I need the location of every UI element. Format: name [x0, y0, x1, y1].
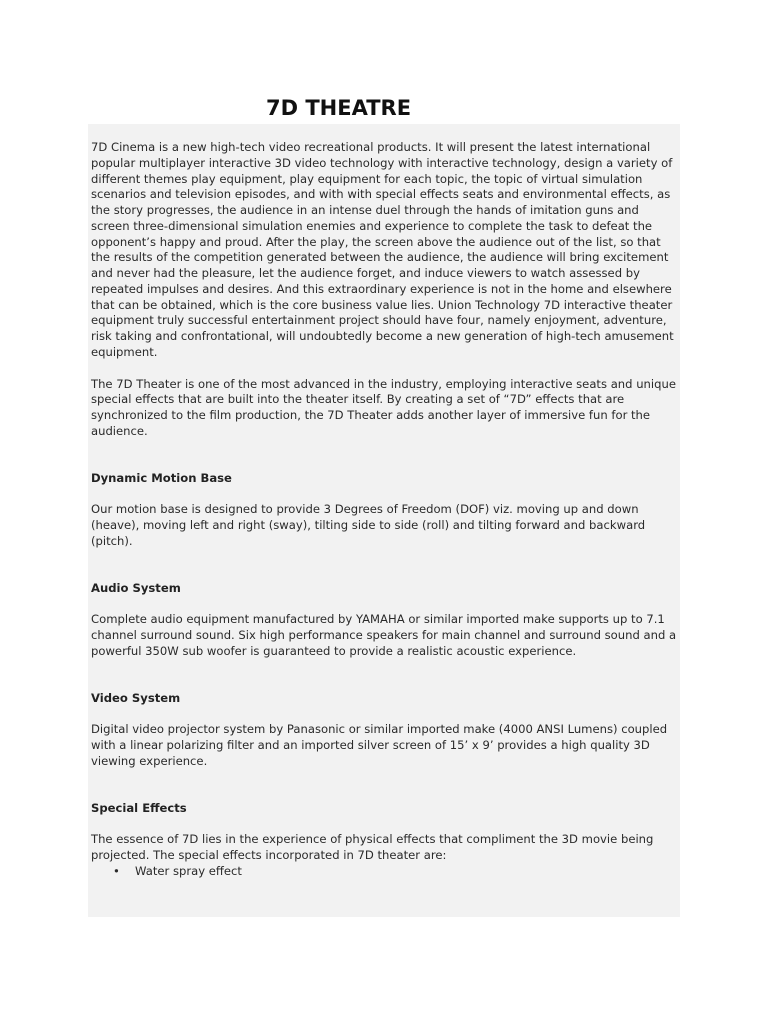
section-body-video: Digital video projector system by Panasonic or similar imported make (4000 ANSI Lumens) coupled with a linear polarizing filter and an imported silver screen of 15’ x 9’ provides a high quality 3D viewing experience.: [91, 722, 668, 768]
section-heading-video: Video System: [91, 690, 181, 705]
list-item-text: Water spray effect: [135, 863, 242, 878]
section-body-special-effects: The essence of 7D lies in the experience of physical effects that compliment the 3D movie being projected. The special effects incorporated in 7D theater are:: [91, 832, 654, 862]
bullet-icon: •: [113, 863, 120, 878]
special-effects-list: [91, 864, 677, 880]
list-item: [113, 864, 677, 880]
section-body-audio: Complete audio equipment manufactured by YAMAHA or similar imported make supports up to 7.1 channel surround sound. Six high performance speakers for main channel and surround sound and a powerful 350W sub woofer is guaranteed to provide a realistic acoustic experience.: [91, 612, 677, 658]
document-body: [88, 124, 680, 917]
section-heading-special-effects: Special Effects: [91, 800, 187, 815]
page-title: 7D THEATRE: [266, 96, 412, 120]
section-heading-motion-base: Dynamic Motion Base: [91, 470, 232, 485]
intro-paragraph: 7D Cinema is a new high-tech video recreational products. It will present the latest international popular multiplayer interactive 3D video technology with interactive technology, design a variety of different themes play equipment, play equipment for each topic, the topic of virtual simulation scenarios and television episodes, and with with special effects seats and environmental effects, as the story progresses, the audience in an intense duel through the hands of imitation guns and screen three-dimensional simulation enemies and experience to complete the task to defeat the opponent’s happy and proud. After the play, the screen above the audience out of the list, so that the results of the competition generated between the audience, the audience will bring excitement and never had the pleasure, let the audience forget, and induce viewers to watch assessed by repeated impulses and desires. And this extraordinary experience is not in the home and elsewhere that can be obtained, which is the core business value lies. Union Technology 7D interactive theater equipment truly successful entertainment project should have four, namely enjoyment, adventure, risk taking and confrontational, will undoubtedly become a new generation of high-tech amusement equipment.: [91, 140, 674, 359]
section-body-motion-base: Our motion base is designed to provide 3 Degrees of Freedom (DOF) viz. moving up and down (heave), moving left and right (sway), tilting side to side (roll) and tilting forward and backward (pitch).: [91, 502, 646, 548]
intro-paragraph: The 7D Theater is one of the most advanced in the industry, employing interactive seats and unique special effects that are built into the theater itself. By creating a set of “7D” effects that are synchronized to the film production, the 7D Theater adds another layer of immersive fun for the audience.: [91, 376, 676, 438]
section-heading-audio: Audio System: [91, 580, 181, 595]
